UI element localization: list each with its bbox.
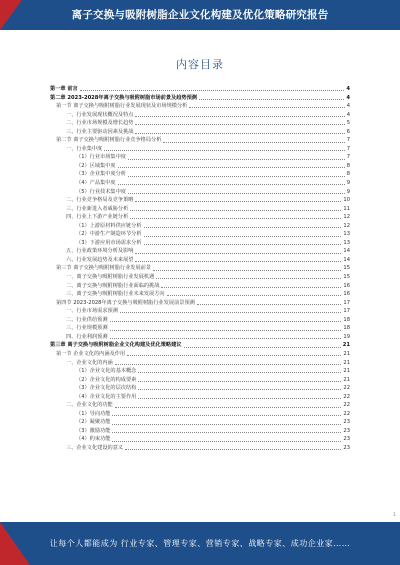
toc-entry-title: （4）产品集中度: [76, 180, 116, 187]
toc-entry[interactable]: [50, 213, 350, 222]
toc-entry-page: 4: [346, 94, 350, 101]
toc-dot-leader: [130, 218, 341, 219]
toc-dot-leader: [135, 261, 341, 262]
toc-entry-title: 三、企业文化建设的意义: [66, 444, 124, 451]
toc-dot-leader: [110, 330, 342, 331]
toc-entry-title: （2）区域集中度: [76, 162, 116, 169]
toc-entry-title: （1）上游原材料供应链分析: [76, 222, 142, 229]
toc-entry-page: 19: [343, 333, 350, 340]
toc-dot-leader: [135, 124, 344, 125]
toc-entry-page: 16: [343, 282, 350, 289]
toc-entry[interactable]: [50, 299, 350, 308]
toc-entry-page: 16: [343, 291, 350, 298]
toc-entry[interactable]: [50, 273, 350, 282]
toc-entry-title: （3）激励功能: [76, 427, 111, 434]
toc-entry-title: （2）中游生产制造环节分析: [76, 231, 142, 238]
toc-entry-page: 8: [346, 162, 350, 169]
toc-entry[interactable]: [50, 256, 350, 265]
toc-dot-leader: [110, 338, 342, 339]
toc-dot-leader: [80, 90, 345, 91]
toc-entry-title: （3）下游应用市场需求分析: [76, 239, 142, 246]
page-number: 1: [392, 512, 396, 518]
toc-entry[interactable]: [50, 94, 350, 103]
toc-entry[interactable]: [50, 264, 350, 273]
toc-entry-title: （2）凝聚功能: [76, 419, 111, 426]
toc-entry-title: 第四节 2023-2028年离子交换与吸附树脂行业发展前景预测: [56, 299, 195, 306]
toc-entry-title: 一、企业文化的内涵: [66, 359, 113, 366]
toc-entry-title: （3）企业文化的层次结构: [76, 385, 137, 392]
toc-entry[interactable]: [50, 247, 350, 256]
toc-dot-leader: [138, 398, 341, 399]
toc-entry[interactable]: [50, 444, 350, 453]
toc-dot-leader: [144, 236, 342, 237]
toc-entry-page: 14: [343, 256, 350, 263]
toc-entry-page: 22: [343, 385, 350, 392]
toc-entry-title: 第二章 2023-2028年离子交换与吸附树脂市场前景及趋势预测: [50, 94, 197, 101]
toc-dot-leader: [115, 407, 342, 408]
toc-entry-title: 一、行业市场需求预测: [66, 308, 118, 315]
toc-dot-leader: [138, 389, 341, 390]
toc-entry-page: 8: [346, 171, 350, 178]
toc-entry-title: 第一节 企业文化的内涵及作用: [56, 350, 126, 357]
toc-entry[interactable]: [50, 324, 350, 333]
table-of-contents: [50, 85, 350, 453]
toc-entry[interactable]: [50, 179, 350, 188]
toc-dot-leader: [138, 381, 341, 382]
toc-entry-title: 三、行业新进入者威胁分析: [66, 205, 129, 212]
toc-dot-leader: [144, 244, 342, 245]
toc-dot-leader: [128, 176, 345, 177]
toc-entry[interactable]: [50, 418, 350, 427]
toc-entry-page: 13: [343, 231, 350, 238]
toc-entry-page: 7: [346, 137, 350, 144]
toc-entry-title: 第二节 离子交换与吸附树脂行业竞争格局分析: [56, 137, 162, 144]
toc-dot-leader: [104, 150, 344, 151]
toc-entry-title: 一、离子交换与吸附树脂行业发展机遇: [66, 274, 155, 281]
toc-entry-title: 三、行业主要驱动因素及挑战: [66, 128, 134, 135]
toc-entry-title: 第三节 离子交换与吸附树脂行业发展前景: [56, 265, 152, 272]
toc-entry[interactable]: [50, 410, 350, 419]
toc-entry[interactable]: [50, 119, 350, 128]
toc-entry-title: （1）企业文化的基本概念: [76, 368, 137, 375]
toc-entry[interactable]: [50, 205, 350, 214]
toc-entry-page: 22: [343, 410, 350, 417]
toc-entry-page: 21: [342, 342, 350, 349]
toc-entry-page: 6: [346, 128, 350, 135]
toc-entry[interactable]: [50, 376, 350, 385]
toc-entry[interactable]: [50, 427, 350, 436]
toc-entry-page: 23: [343, 419, 350, 426]
toc-entry-page: 11: [343, 205, 350, 212]
toc-entry-title: （1）导向功能: [76, 410, 111, 417]
toc-entry[interactable]: [50, 350, 350, 359]
toc-dot-leader: [161, 287, 341, 288]
toc-entry[interactable]: [50, 393, 350, 402]
toc-entry-title: 二、企业文化的功能: [66, 402, 113, 409]
toc-entry[interactable]: [50, 196, 350, 205]
toc-entry-page: 15: [343, 265, 350, 272]
toc-dot-leader: [127, 355, 341, 356]
toc-dot-leader: [156, 278, 341, 279]
toc-entry-page: 21: [343, 368, 350, 375]
toc-entry-page: 22: [343, 393, 350, 400]
toc-entry-title: 二、行业市场规模及增长趋势: [66, 120, 134, 127]
toc-entry-title: 第一节 离子交换与吸附树脂行业发展现状及市场规模分析: [56, 103, 188, 110]
toc-entry[interactable]: [50, 111, 350, 120]
toc-entry-title: 五、行业政策环境分析及影响: [66, 248, 134, 255]
toc-entry-page: 12: [343, 214, 350, 221]
toc-entry-page: 15: [343, 274, 350, 281]
toc-entry[interactable]: [50, 316, 350, 325]
toc-entry-page: 21: [343, 376, 350, 383]
toc-entry[interactable]: [50, 341, 350, 350]
toc-dot-leader: [118, 167, 345, 168]
toc-dot-leader: [135, 201, 341, 202]
toc-entry-title: （1）行业市场集中度: [76, 154, 126, 161]
toc-dot-leader: [189, 107, 344, 108]
toc-entry-page: 23: [343, 427, 350, 434]
toc-entry-page: 14: [343, 248, 350, 255]
toc-entry-title: 二、行业竞争格局及竞争策略: [66, 197, 134, 204]
toc-entry[interactable]: [50, 128, 350, 137]
toc-entry-page: 17: [343, 299, 350, 306]
toc-entry[interactable]: [50, 170, 350, 179]
page-header-banner: [0, 0, 400, 30]
toc-entry[interactable]: [50, 162, 350, 171]
toc-entry-page: 4: [346, 86, 350, 92]
toc-entry[interactable]: [50, 153, 350, 162]
toc-entry-page: 12: [343, 222, 350, 229]
toc-dot-leader: [135, 133, 344, 134]
toc-entry-title: （4）企业文化的主要作用: [76, 393, 137, 400]
toc-entry-title: 第一章 前言: [50, 86, 78, 92]
toc-dot-leader: [125, 449, 341, 450]
toc-entry-page: 18: [343, 316, 350, 323]
toc-entry-title: （3）企业集中度分析: [76, 171, 126, 178]
toc-dot-leader: [128, 159, 345, 160]
toc-entry[interactable]: [50, 384, 350, 393]
toc-dot-leader: [144, 227, 342, 228]
toc-entry-page: 18: [343, 325, 350, 332]
toc-entry-page: 13: [343, 239, 350, 246]
toc-entry[interactable]: [50, 85, 350, 94]
toc-entry-title: 四、行业利润预测: [66, 333, 108, 340]
toc-dot-leader: [120, 312, 342, 313]
toc-dot-leader: [112, 441, 341, 442]
toc-dot-leader: [163, 142, 344, 143]
toc-entry-page: 7: [346, 145, 350, 152]
toc-entry-page: 17: [343, 308, 350, 315]
toc-entry-page: 10: [343, 197, 350, 204]
toc-entry[interactable]: [50, 145, 350, 154]
toc-heading: 内容目录: [176, 58, 224, 71]
toc-entry-title: 六、行业发展趋势及未来展望: [66, 256, 134, 263]
toc-entry-title: 三、行业规模预测: [66, 325, 108, 332]
footer-banner: [0, 522, 400, 565]
toc-entry[interactable]: [50, 136, 350, 145]
toc-dot-leader: [112, 432, 341, 433]
toc-entry[interactable]: [50, 333, 350, 342]
toc-dot-leader: [112, 415, 341, 416]
toc-entry-title: 四、行业上下游产业链分析: [66, 214, 129, 221]
toc-entry-page: 4: [346, 103, 350, 110]
toc-entry[interactable]: [50, 290, 350, 299]
toc-dot-leader: [197, 304, 342, 305]
toc-entry[interactable]: [50, 435, 350, 444]
toc-entry-title: （4）约束功能: [76, 436, 111, 443]
toc-entry-title: 一、行业集中度: [66, 145, 103, 152]
toc-dot-leader: [153, 270, 341, 271]
toc-entry-title: 二、行业供给预测: [66, 316, 108, 323]
toc-entry-page: 23: [343, 444, 350, 451]
toc-entry[interactable]: [50, 239, 350, 248]
toc-entry[interactable]: [50, 282, 350, 291]
footer-slogan: 让每个人都能成为 行业专家、管理专家、营销专家、战略专家、成功企业家……: [49, 539, 351, 548]
toc-entry-title: 第三章 离子交换与吸附树脂企业文化构建及优化策略建议: [50, 342, 182, 349]
toc-entry-page: 9: [346, 180, 350, 187]
toc-dot-leader: [118, 184, 345, 185]
toc-dot-leader: [110, 321, 342, 322]
toc-entry-title: 三、离子交换与吸附树脂行业未来发展方向: [66, 291, 165, 298]
toc-entry-title: （5）行业技术集中度: [76, 188, 126, 195]
toc-entry[interactable]: [50, 188, 350, 197]
toc-entry[interactable]: [50, 102, 350, 111]
toc-dot-leader: [112, 424, 341, 425]
toc-entry-title: 一、行业发展现状概况及特点: [66, 111, 134, 118]
toc-entry-page: 5: [346, 120, 350, 127]
toc-entry-page: 23: [343, 436, 350, 443]
toc-dot-leader: [199, 99, 344, 100]
toc-dot-leader: [135, 116, 344, 117]
toc-dot-leader: [128, 193, 345, 194]
toc-entry-title: （2）企业文化的构成要素: [76, 376, 137, 383]
toc-entry[interactable]: [50, 307, 350, 316]
toc-entry-title: 二、离子交换与吸附树脂行业面临的挑战: [66, 282, 160, 289]
toc-entry[interactable]: [50, 230, 350, 239]
toc-dot-leader: [130, 210, 341, 211]
toc-entry[interactable]: [50, 222, 350, 231]
toc-dot-leader: [184, 347, 341, 348]
toc-dot-leader: [167, 295, 342, 296]
toc-entry-page: 4: [346, 111, 350, 118]
toc-entry[interactable]: [50, 359, 350, 368]
toc-dot-leader: [138, 372, 341, 373]
toc-entry-page: 21: [343, 359, 350, 366]
toc-dot-leader: [135, 253, 341, 254]
report-title: 离子交换与吸附树脂企业文化构建及优化策略研究报告: [71, 9, 329, 21]
toc-entry-page: 22: [343, 402, 350, 409]
toc-entry-page: 9: [346, 188, 350, 195]
toc-dot-leader: [115, 364, 342, 365]
toc-entry[interactable]: [50, 401, 350, 410]
toc-entry-page: 7: [346, 154, 350, 161]
toc-entry-page: 21: [343, 350, 350, 357]
toc-entry[interactable]: [50, 367, 350, 376]
